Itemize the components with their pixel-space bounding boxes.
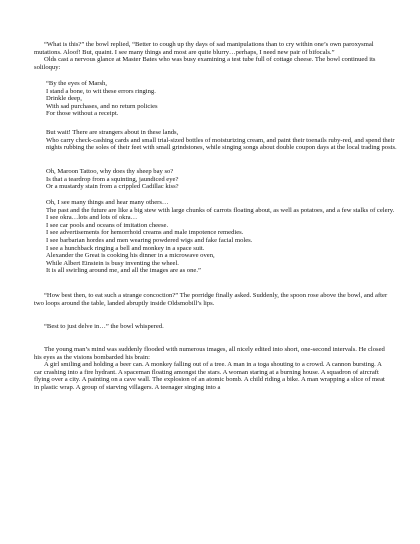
poem-line: Drinkle deep, bbox=[46, 95, 82, 103]
poem-line: Is that a teardrop from a squinting, jaundiced eye? bbox=[46, 175, 179, 183]
poem-stanza-4 bbox=[34, 199, 400, 275]
paragraph-delve bbox=[34, 323, 388, 331]
paragraph-bowl-reply: “What is this?” the bowl replied, “Better to cough up thy days of sad manipulations than to cry within one’s own paroxysmal mutations. Aloof! But, quaint. I see many things and most are quite blurry…perhaps, I need new pair of bifocals.” bbox=[34, 41, 374, 56]
poem-line: For those without a receipt. bbox=[46, 110, 119, 118]
paragraph-text: A girl smiling and holding a beer can. A monkey falling out of a tree. A man in a toga shouting to a crowd. A cannon bursting. A car crashing into a fire hydrant. A spaceman floating amongst the stars. A woman staring at a burning house. A squadron of aircraft flying over a city. A painting on a cave wall. The explosion of an atomic bomb. A child riding a bike. A man wrapping a slice of meat in plastic wrap. A group of starving villagers. A teenager singing into a bbox=[34, 361, 385, 391]
paragraph-porridge bbox=[34, 292, 388, 307]
poem-line: With sad purchases, and no return policies bbox=[46, 102, 158, 110]
poem-line: Oh, I see many things and hear many others… bbox=[46, 199, 169, 206]
poem-line: I see a hunchback ringing a bell and monkey in a space suit. bbox=[46, 244, 205, 252]
paragraph-images bbox=[34, 346, 388, 392]
poem-line: Alexander the Great is cooking his dinner in a microwave oven, bbox=[46, 252, 215, 260]
poem-line: I see okra…lots and lots of okra… bbox=[46, 214, 138, 222]
poem-line: Or a mustardy stain from a crippled Cadillac kiss? bbox=[46, 183, 179, 191]
poem-stanza-3 bbox=[34, 168, 400, 191]
poem-line: I see advertisements for hemorrhoid creams and male impotence remedies. bbox=[46, 229, 244, 237]
paragraph-text: The young man’s mind was suddenly flooded with numerous images, all nicely edited into short, one-second intervals. He closed his eyes as the visions bombarded his brain: bbox=[34, 346, 385, 361]
poem-line: While Albert Einstein is busy inventing the wheel. bbox=[46, 259, 179, 267]
poem-line: Who carry check-cashing cards and small trial-sized bottles of moisturizing cream, and paint their toenails ruby-red, and spend their nights rubbing the soles of their feet with small grindstones, while singing songs about double coupon days at the local trading posts. bbox=[46, 136, 397, 152]
poem-line: The past and the future are like a big stew with large chunks of carrots floating about, as well as potatoes, and a few stalks of celery. bbox=[46, 206, 395, 214]
paragraph-text: “How best then, to eat such a strange concoction?” The porridge finally asked. Suddenly, the spoon rose above the bowl, and after two loops around the table, landed abruptly inside Oldsmobill’s lips. bbox=[34, 292, 388, 307]
poem-line: I see barbarian hordes and men wearing powdered wigs and fake facial moles. bbox=[46, 236, 253, 244]
poem-stanza-1 bbox=[34, 80, 400, 118]
poem-stanza-2 bbox=[34, 129, 400, 152]
poem-line: But wait! There are strangers about in these lands, bbox=[46, 129, 179, 136]
poem-line: Oh, Maroon Tattoo, why does thy sheep bay so? bbox=[46, 168, 174, 175]
poem-line: I stand a bone, to wit these errors ringing. bbox=[46, 87, 156, 95]
paragraph-olds-glance: Olds cast a nervous glance at Master Bates who was busy examining a test tube full of cottage cheese. The bowl continued its soliloquy: bbox=[34, 56, 376, 71]
poem-line: It is all swirling around me, and all the images are as one.” bbox=[46, 267, 201, 275]
poem-line: “By the eyes of Marsh, bbox=[46, 80, 107, 87]
poem-line: I see car pools and oceans of imitation cheese. bbox=[46, 221, 169, 229]
paragraph-text: “Best to just delve in…” the bowl whispered. bbox=[44, 323, 164, 330]
opening-paragraphs bbox=[34, 41, 388, 71]
